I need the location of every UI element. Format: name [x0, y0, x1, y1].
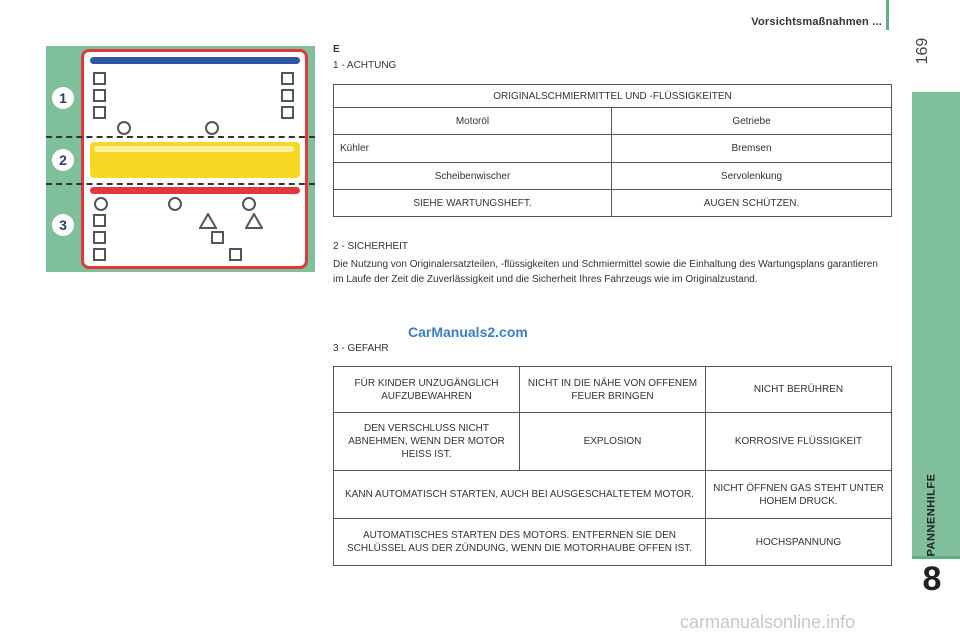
table-cell: NICHT BERÜHREN — [706, 367, 892, 413]
divider-dashed — [46, 136, 315, 138]
table-cell: DEN VERSCHLUSS NICHT ABNEHMEN, WENN DER MOTOR HEISS IST. — [334, 413, 520, 471]
circle-icon — [94, 197, 108, 211]
table-cell: FÜR KINDER UNZUGÄNGLICH AUFZUBEWAHREN — [334, 367, 520, 413]
square-icon — [93, 231, 106, 244]
table-cell: Bremsen — [612, 135, 892, 163]
table-cell: Scheibenwischer — [334, 163, 612, 190]
section-e — [333, 44, 893, 566]
square-icon — [281, 106, 294, 119]
square-icon — [93, 214, 106, 227]
divider-dashed — [46, 183, 315, 185]
gefahr-table — [333, 366, 892, 566]
warning-label-illustration — [46, 46, 315, 272]
table-cell: Getriebe — [612, 108, 892, 135]
table-cell: KORROSIVE FLÜSSIGKEIT — [706, 413, 892, 471]
badge-2: 2 — [52, 149, 74, 171]
watermark-carmanuals: CarManuals2.com — [408, 324, 528, 340]
sicherheit-text: Die Nutzung von Originalersatzteilen, -flüssigkeiten und Schmiermittel sowie die Einhaltung des Wartungsplans garantieren im Laufe der Zeit die Zuverlässigkeit und die Sicherheit Ihres Fahrzeugs wie im Originalzustand. — [333, 259, 878, 285]
gefahr-heading: 3 - GEFAHR — [333, 343, 389, 354]
table-cell: AUTOMATISCHES STARTEN DES MOTORS. ENTFERNEN SIE DEN SCHLÜSSEL AUS DER ZÜNDUNG, WENN DIE MOTORHAUBE OFFEN IST. — [334, 519, 706, 566]
square-icon — [281, 89, 294, 102]
yellow-band — [90, 142, 300, 178]
square-icon — [211, 231, 224, 244]
section-letter: E — [333, 44, 340, 55]
blue-stripe — [90, 57, 300, 64]
square-icon — [93, 106, 106, 119]
circle-icon — [117, 121, 131, 135]
table-cell: EXPLOSION — [520, 413, 706, 471]
achtung-table — [333, 84, 892, 217]
footer-watermark: carmanualsonline.info — [680, 612, 856, 632]
square-icon — [229, 248, 242, 261]
table-cell: NICHT IN DIE NÄHE VON OFFENEM FEUER BRINGEN — [520, 367, 706, 413]
table-cell: AUGEN SCHÜTZEN. — [612, 190, 892, 217]
page-number: 169 — [914, 37, 931, 65]
circle-icon — [205, 121, 219, 135]
chapter-label — [908, 470, 954, 560]
table-cell: HOCHSPANNUNG — [706, 519, 892, 566]
red-stripe — [90, 187, 300, 194]
table-cell: Kühler — [334, 135, 612, 163]
header-rule — [886, 0, 889, 30]
chapter-number: 8 — [922, 560, 942, 598]
square-icon — [281, 72, 294, 85]
circle-icon — [242, 197, 256, 211]
square-icon — [93, 248, 106, 261]
circle-icon — [168, 197, 182, 211]
badge-3: 3 — [52, 214, 74, 236]
sicherheit-heading: 2 - SICHERHEIT — [333, 241, 409, 252]
table-cell: SIEHE WARTUNGSHEFT. — [334, 190, 612, 217]
achtung-heading: 1 - ACHTUNG — [333, 60, 397, 71]
table-cell: NICHT ÖFFNEN GAS STEHT UNTER HOHEM DRUCK. — [706, 471, 892, 519]
badge-1: 1 — [52, 87, 74, 109]
achtung-table-header: ORIGINALSCHMIERMITTEL UND -FLÜSSIGKEITEN — [334, 85, 892, 108]
square-icon — [93, 72, 106, 85]
chapter-label-text: PANNENHILFE — [925, 473, 938, 557]
running-header: Vorsichtsmaßnahmen ... — [751, 16, 882, 28]
table-cell: Motoröl — [334, 108, 612, 135]
table-cell: Servolenkung — [612, 163, 892, 190]
table-cell: KANN AUTOMATISCH STARTEN, AUCH BEI AUSGESCHALTETEM MOTOR. — [334, 471, 706, 519]
square-icon — [93, 89, 106, 102]
